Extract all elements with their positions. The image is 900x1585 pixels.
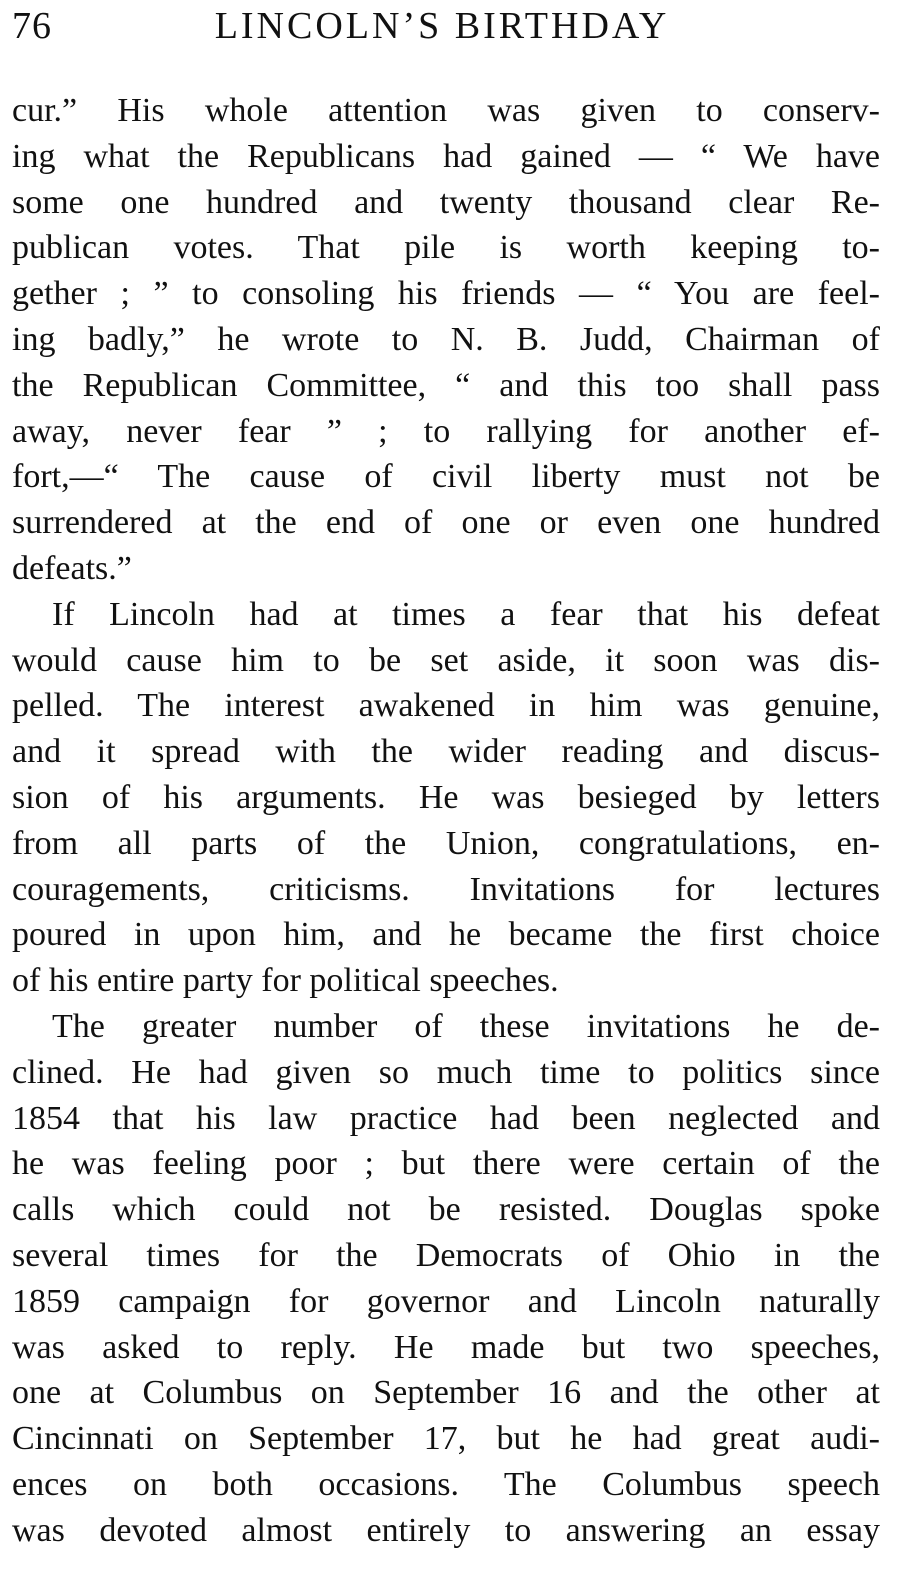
text-line: 1859 campaign for governor and Lincoln naturally — [12, 1282, 880, 1320]
text-line: surrendered at the end of one or even one hundred — [12, 504, 880, 542]
text-line: would cause him to be set aside, it soon was dis- — [12, 641, 880, 679]
text-line: 1854 that his law practice had been neglected and — [12, 1099, 880, 1137]
text-line: pelled. The interest awakened in him was genuine, — [12, 687, 880, 725]
text-line: clined. He had given so much time to politics since — [12, 1053, 880, 1091]
text-line: of his entire party for political speeches. — [12, 962, 559, 1000]
paragraph-3 — [12, 1004, 880, 1554]
text-line: several times for the Democrats of Ohio in the — [12, 1236, 880, 1274]
text-line: sion of his arguments. He was besieged by letters — [12, 778, 880, 816]
text-line: publican votes. That pile is worth keeping to- — [12, 229, 880, 267]
text-line: and it spread with the wider reading and discus- — [12, 733, 880, 771]
text-line: calls which could not be resisted. Douglas spoke — [12, 1191, 880, 1229]
text-line: ences on both occasions. The Columbus speech — [12, 1465, 880, 1503]
text-line: cur.” His whole attention was given to conserv- — [12, 92, 880, 129]
text-line: some one hundred and twenty thousand clear Re- — [12, 183, 880, 221]
running-head: LINCOLN’S BIRTHDAY — [214, 5, 670, 47]
text-line: away, never fear ” ; to rallying for another ef- — [12, 412, 880, 450]
text-line: defeats.” — [12, 549, 132, 587]
text-line: poured in upon him, and he became the first choice — [12, 916, 880, 954]
text-line: The greater number of these invitations he de- — [52, 1007, 880, 1045]
text-line: If Lincoln had at times a fear that his defeat — [52, 595, 880, 633]
paragraph-2 — [12, 592, 880, 1004]
text-line: he was feeling poor ; but there were certain of the — [12, 1145, 880, 1183]
text-line: one at Columbus on September 16 and the other at — [12, 1374, 880, 1412]
text-line: ing badly,” he wrote to N. B. Judd, Chairman of — [12, 320, 880, 358]
text-line: was devoted almost entirely to answering an essay — [12, 1511, 880, 1549]
body-text — [12, 88, 880, 1554]
text-line: was asked to reply. He made but two speeches, — [12, 1328, 880, 1366]
text-line: the Republican Committee, “ and this too shall pass — [12, 366, 880, 404]
text-line: Cincinnati on September 17, but he had great audi- — [12, 1420, 880, 1458]
text-line: couragements, criticisms. Invitations for lectures — [12, 870, 880, 908]
text-line: from all parts of the Union, congratulations, en- — [12, 824, 880, 862]
text-line: gether ; ” to consoling his friends — “ You are feel- — [12, 275, 880, 313]
paragraph-1 — [12, 88, 880, 592]
page-number: 76 — [12, 5, 52, 47]
text-line: ing what the Republicans had gained — “ We have — [12, 137, 880, 175]
text-line: fort,—“ The cause of civil liberty must not be — [12, 458, 880, 496]
page-header — [12, 2, 880, 58]
